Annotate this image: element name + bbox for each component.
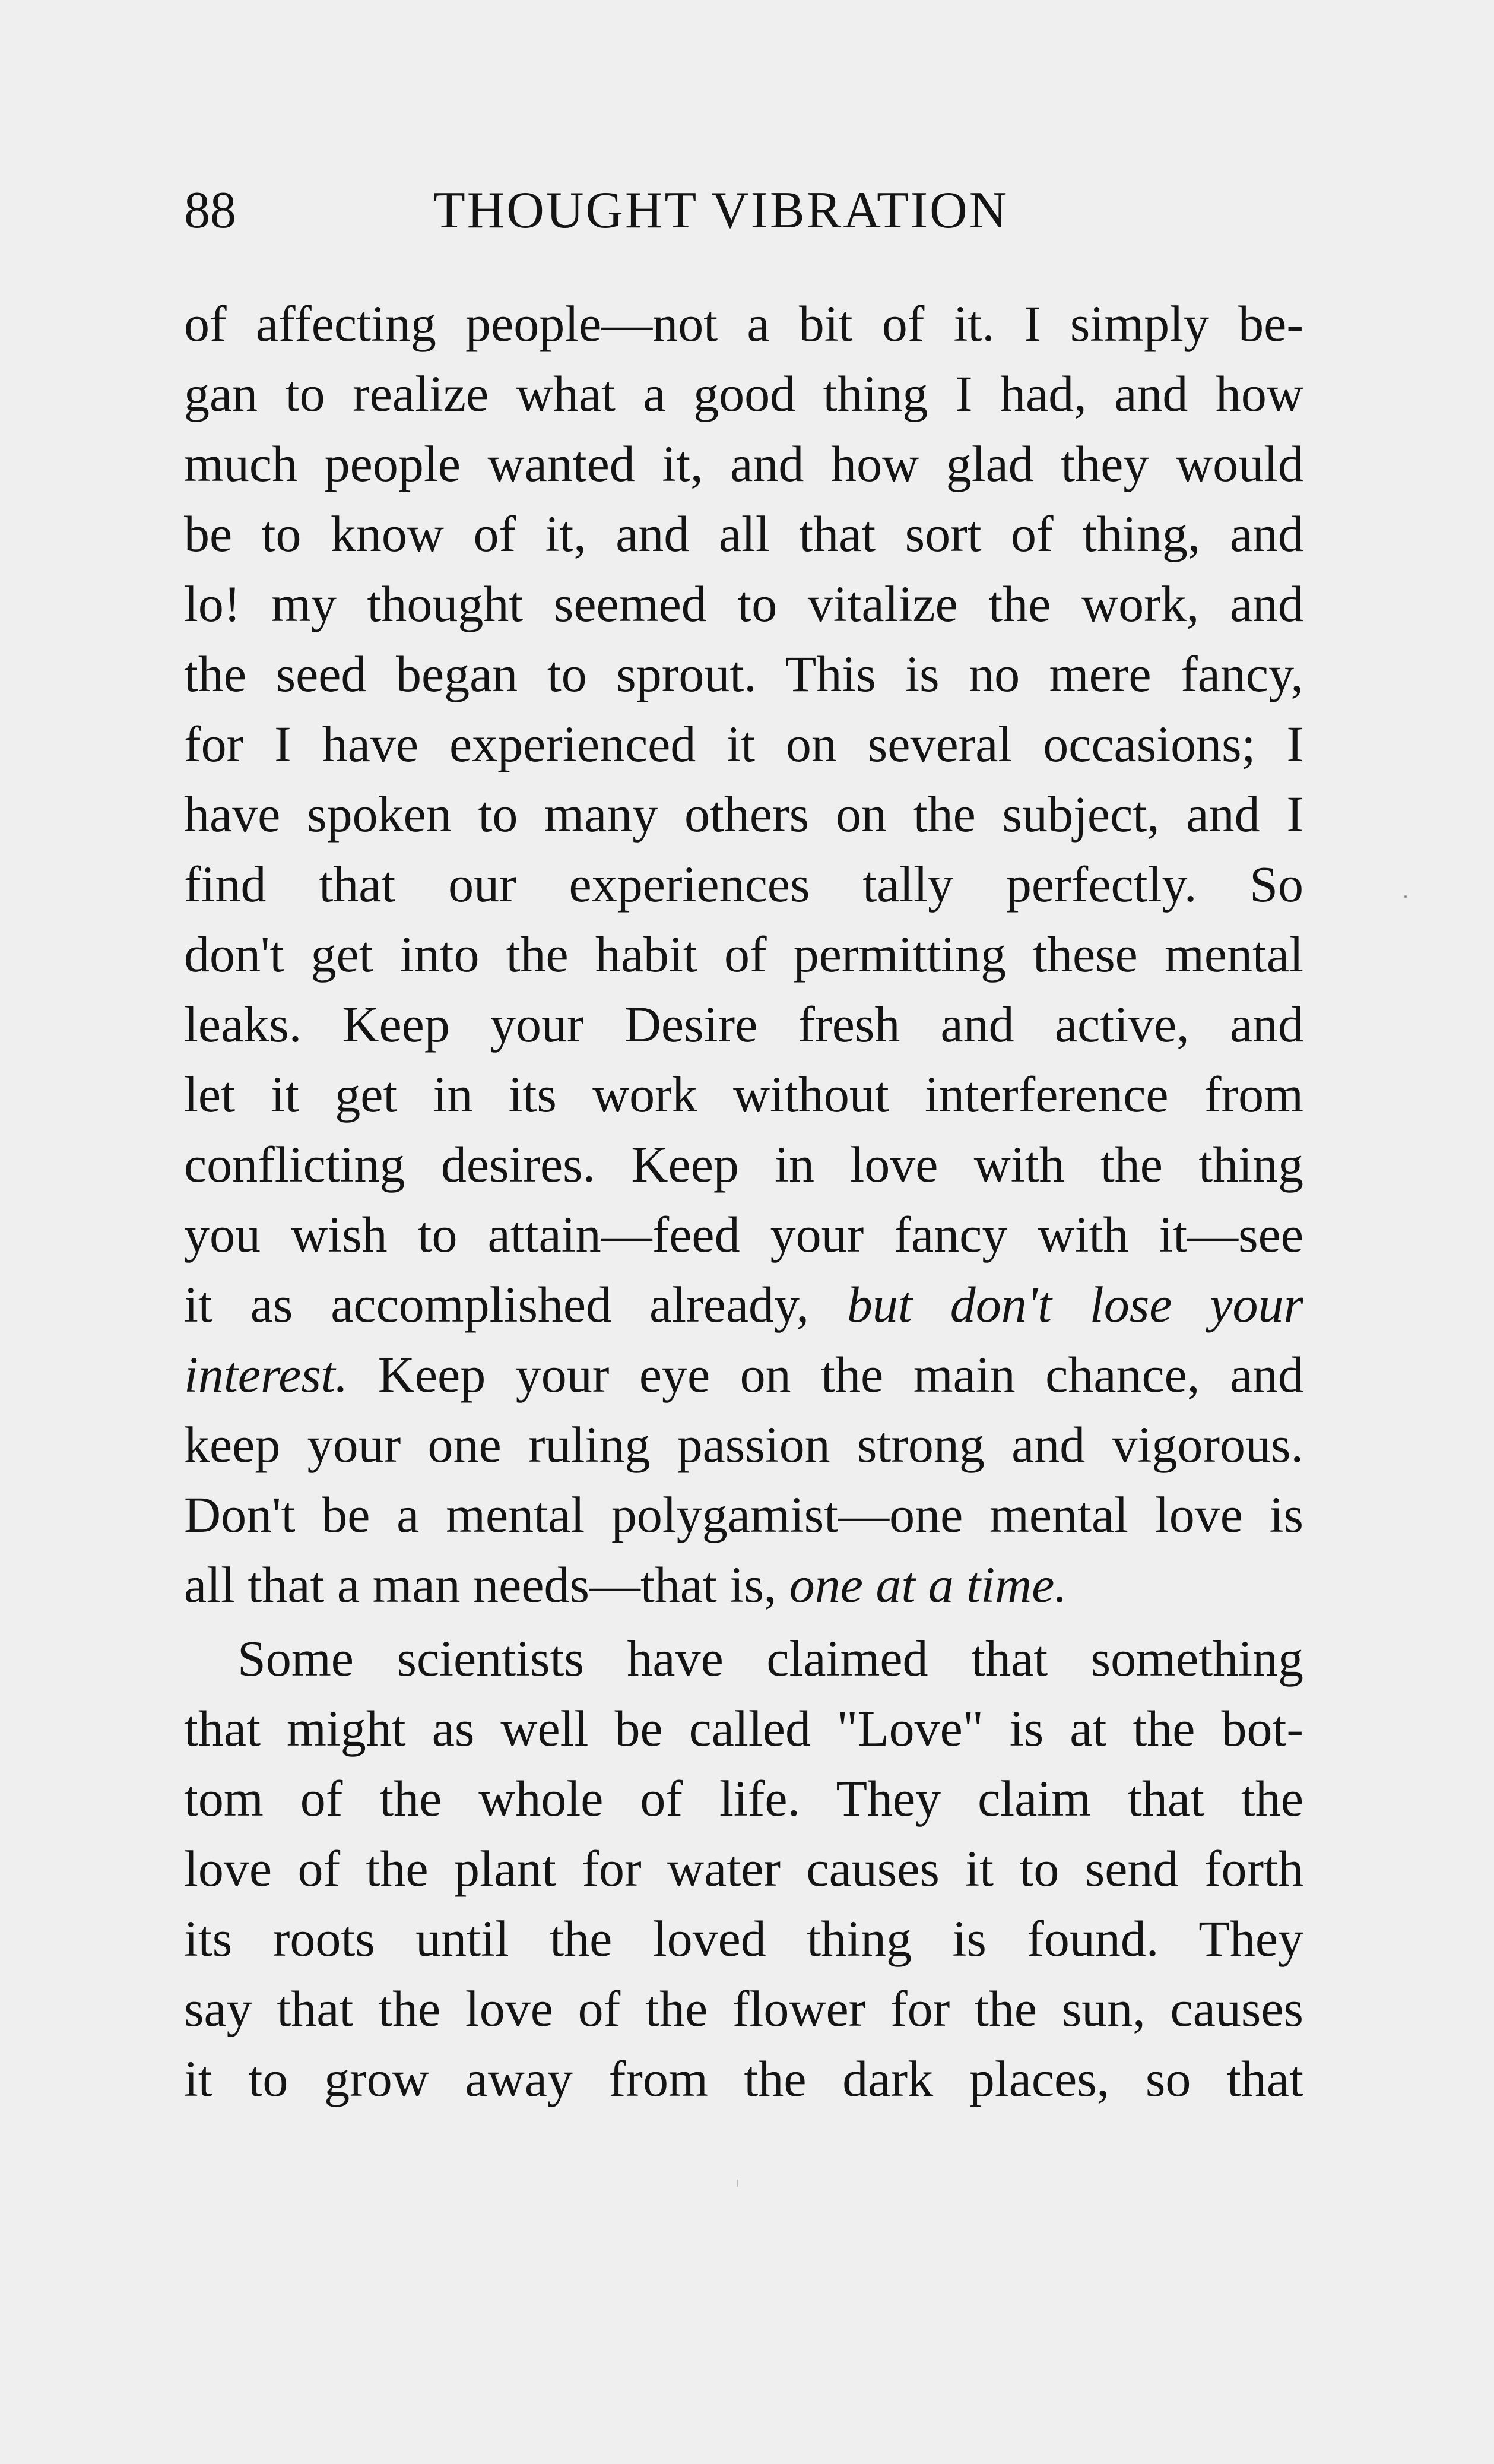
text-line: [184, 2044, 1303, 2114]
text-line: [184, 289, 1303, 359]
text-line: [184, 989, 1303, 1059]
paragraph: [184, 1623, 1303, 2114]
text-line: [184, 1904, 1303, 1974]
text-line: [184, 1833, 1303, 1904]
text-line: [184, 429, 1303, 499]
text-segment: Don't be a mental polygamist—one mental love is: [184, 1486, 1303, 1543]
text-line: [184, 359, 1303, 429]
text-segment: conflicting desires. Keep in love with the thing: [184, 1136, 1303, 1193]
text-segment: gan to realize what a good thing I had, and how: [184, 365, 1303, 422]
text-segment: it to grow away from the dark places, so that: [184, 2050, 1303, 2107]
text-line: [184, 1339, 1303, 1410]
text-line: [184, 1199, 1303, 1269]
text-segment: much people wanted it, and how glad they would: [184, 435, 1303, 492]
text-line: [184, 1059, 1303, 1129]
text-segment: say that the love of the flower for the sun, causes: [184, 1980, 1303, 2037]
text-segment: Some scientists have claimed that something: [237, 1630, 1303, 1687]
text-segment: be to know of it, and all that sort of thing, and: [184, 505, 1303, 562]
text-line: [184, 1269, 1303, 1339]
text-segment: have spoken to many others on the subject, and I: [184, 786, 1303, 843]
text-segment: of affecting people—not a bit of it. I simply be-: [184, 295, 1303, 352]
text-line: [184, 779, 1303, 849]
text-segment: the seed began to sprout. This is no mere fancy,: [184, 645, 1303, 702]
text-line: [184, 849, 1303, 919]
running-head: THOUGHT VIBRATION: [433, 182, 1009, 239]
text-segment: for I have experienced it on several occasions; I: [184, 715, 1303, 772]
paragraph: [184, 289, 1303, 1620]
scan-mark: [737, 2180, 738, 2187]
margin-speck: [1404, 895, 1407, 898]
text-line: [184, 1974, 1303, 2044]
text-line: [184, 919, 1303, 989]
text-segment: you wish to attain—feed your fancy with it—see: [184, 1206, 1303, 1263]
text-line: [184, 639, 1303, 709]
text-segment: that might as well be called "Love" is at the bot-: [184, 1700, 1303, 1757]
italic-text: one at a time.: [789, 1556, 1067, 1613]
italic-text: interest.: [184, 1346, 348, 1403]
text-segment: it as accomplished already,: [184, 1276, 847, 1333]
text-segment: keep your one ruling passion strong and vigorous.: [184, 1416, 1303, 1473]
text-segment: love of the plant for water causes it to send forth: [184, 1840, 1303, 1897]
italic-text: but don't lose your: [846, 1276, 1303, 1333]
page-number: 88: [184, 182, 236, 239]
text-line: [184, 1763, 1303, 1833]
text-segment: its roots until the loved thing is found. They: [184, 1910, 1303, 1967]
text-segment: tom of the whole of life. They claim that the: [184, 1770, 1303, 1827]
text-segment: Keep your eye on the main chance, and: [348, 1346, 1303, 1403]
body-text: [184, 289, 1303, 2114]
text-segment: find that our experiences tally perfectly. So: [184, 856, 1303, 913]
text-line: [184, 499, 1303, 569]
text-line: [184, 709, 1303, 779]
text-line: [184, 1129, 1303, 1199]
text-line: [184, 1480, 1303, 1550]
text-line: [184, 1693, 1303, 1763]
text-line: [184, 1550, 1303, 1620]
text-line: [184, 1410, 1303, 1480]
page-header: [184, 178, 1312, 243]
text-segment: lo! my thought seemed to vitalize the work, and: [184, 575, 1303, 632]
text-segment: leaks. Keep your Desire fresh and active, and: [184, 996, 1303, 1053]
text-segment: don't get into the habit of permitting these mental: [184, 926, 1303, 983]
text-line: [184, 1623, 1303, 1693]
text-line: [184, 569, 1303, 639]
text-segment: let it get in its work without interference from: [184, 1066, 1303, 1123]
text-segment: all that a man needs—that is,: [184, 1556, 789, 1613]
